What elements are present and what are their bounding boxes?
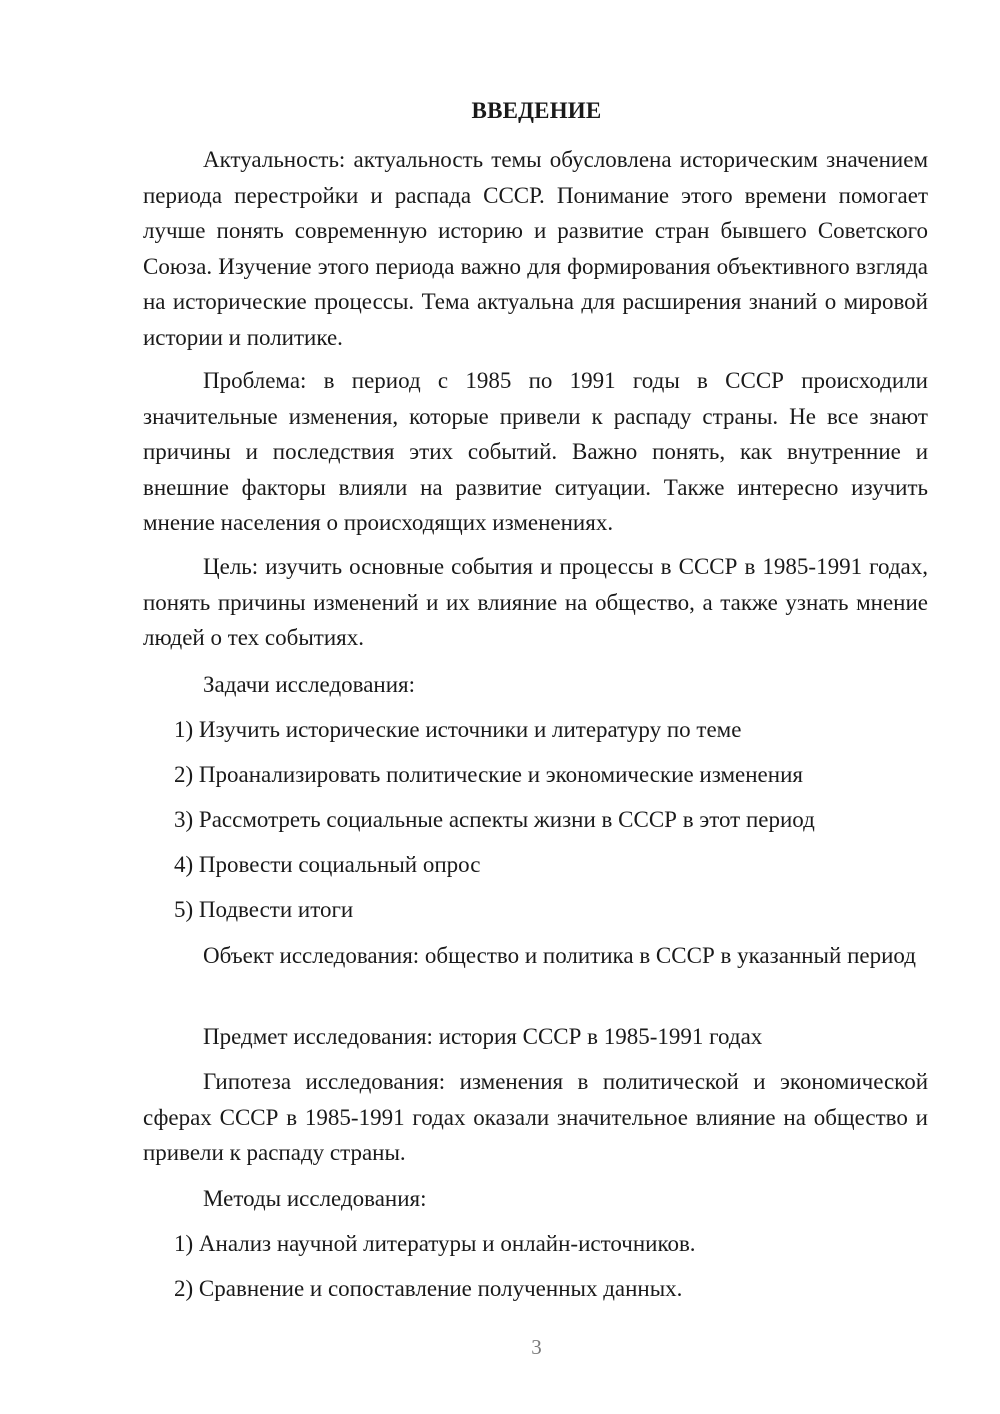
method-item: 2) Сравнение и сопоставление полученных данных. (174, 1276, 683, 1301)
method-item: 1) Анализ научной литературы и онлайн-источников. (174, 1231, 696, 1256)
tasks-heading: Задачи исследования: (203, 672, 416, 697)
task-item: 1) Изучить исторические источники и литературу по теме (174, 717, 742, 742)
relevance-paragraph: Актуальность: актуальность темы обусловлена историческим значением периода перестройки и распада СССР. Понимание этого времени помогает лучше понять современную историю и развитие стран бывшего Советского Союза. Изучение этого периода важно для формирования объективного взгляда на исторические процессы. Тема актуальна для расширения знаний о мировой истории и политике. (143, 147, 928, 350)
task-item: 2) Проанализировать политические и экономические изменения (174, 762, 803, 787)
object-paragraph: Объект исследования: общество и политика в СССР в указанный период (203, 943, 916, 968)
subject-paragraph: Предмет исследования: история СССР в 1985-1991 годах (203, 1024, 763, 1049)
task-item: 5) Подвести итоги (174, 897, 354, 922)
problem-paragraph: Проблема: в период с 1985 по 1991 годы в СССР происходили значительные изменения, которые привели к распаду страны. Не все знают причины и последствия этих событий. Важно понять, как внутренние и внешние факторы влияли на развитие ситуации. Также интересно изучить мнение населения о происходящих изменениях. (143, 368, 928, 535)
task-item: 4) Провести социальный опрос (174, 852, 481, 877)
hypothesis-paragraph: Гипотеза исследования: изменения в политической и экономической сферах СССР в 1985-1991 годах оказали значительное влияние на общество и привели к распаду страны. (143, 1069, 928, 1165)
methods-heading: Методы исследования: (203, 1186, 427, 1211)
goal-paragraph: Цель: изучить основные события и процессы в СССР в 1985-1991 годах, понять причины изменений и их влияние на общество, а также узнать мнение людей о тех событиях. (143, 554, 928, 650)
task-item: 3) Рассмотреть социальные аспекты жизни в СССР в этот период (174, 807, 815, 832)
section-title: ВВЕДЕНИЕ (471, 98, 602, 123)
page-number: 3 (531, 1335, 542, 1359)
